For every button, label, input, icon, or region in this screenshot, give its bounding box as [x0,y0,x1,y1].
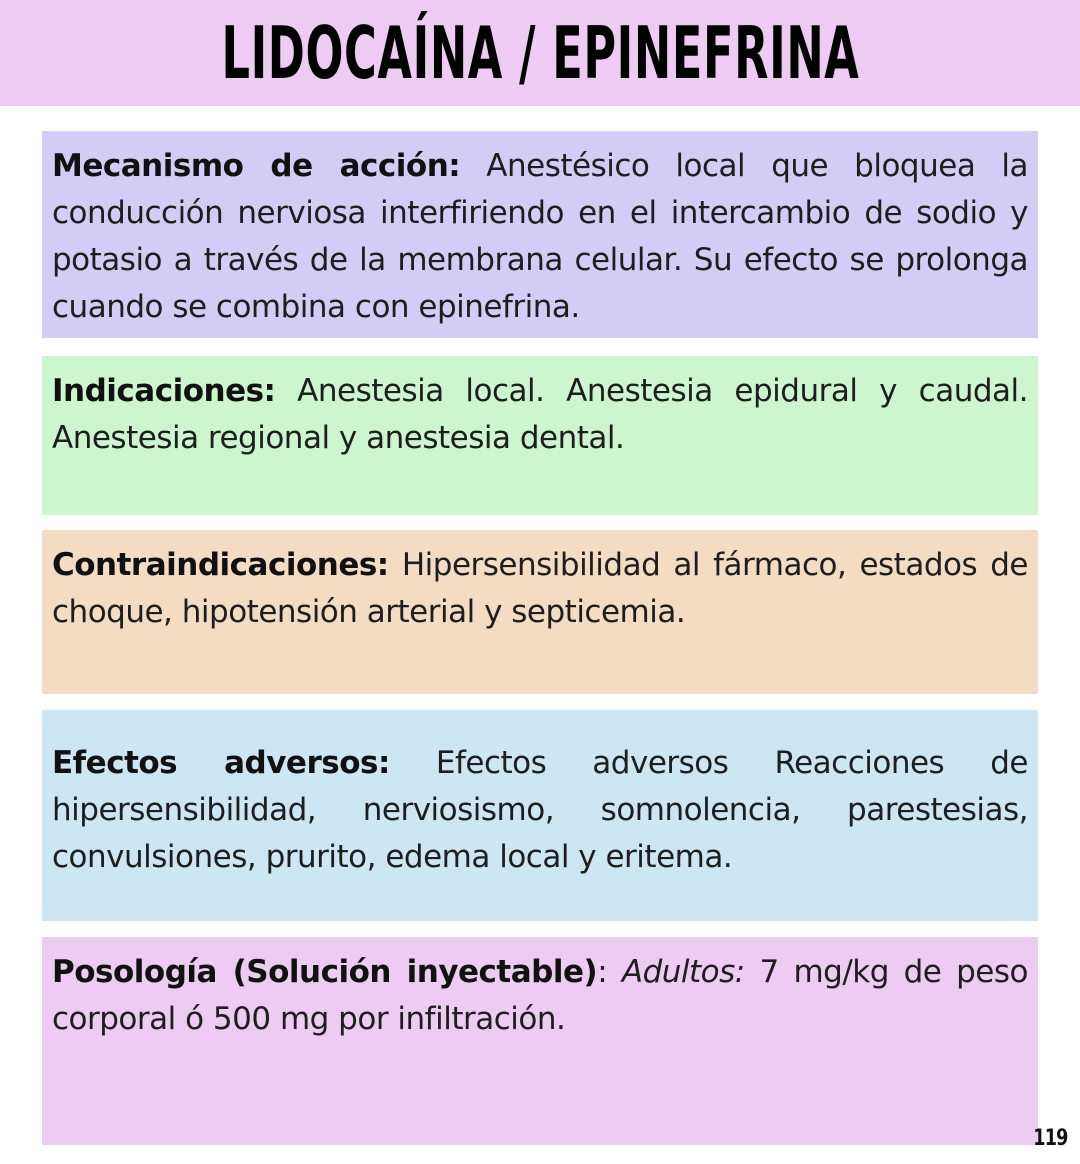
section-body [52,949,1028,1043]
section-label: Indicaciones: [52,373,276,409]
section-text: 7 mg/kg de peso corporal ó 500 mg por infiltración. [52,954,1028,1037]
section-colon: : [597,954,622,990]
title-banner [0,0,1080,106]
section-italic-label: Adultos: [621,954,745,990]
section-body [52,740,1028,881]
section-text: Hipersensibilidad al fármaco, estados de choque, hipotensión arterial y septicemia. [52,547,1028,630]
section-text: Efectos adversos Reacciones de hipersensibilidad, nerviosismo, somnolencia, parestesias, convulsiones, prurito, edema local y eritema. [52,745,1028,875]
page-number: 119 [1033,1126,1068,1151]
section-mecanismo [42,131,1038,338]
section-text: Anestesia local. Anestesia epidural y caudal. Anestesia regional y anestesia dental. [52,373,1028,456]
section-body [52,542,1028,636]
section-label: Efectos adversos: [52,745,390,781]
section-label: Mecanismo de acción: [52,148,461,184]
section-indicaciones [42,356,1038,515]
section-posologia [42,937,1038,1145]
section-body [52,143,1028,331]
section-label: Posología (Solución inyectable) [52,954,598,990]
section-label: Contraindicaciones: [52,547,389,583]
section-contraindicaciones [42,530,1038,694]
section-body [52,368,1028,462]
page-title: LIDOCAÍNA / EPINEFRINA [221,11,859,95]
section-text: Anestésico local que bloquea la conducción nerviosa interfiriendo en el intercambio de sodio y potasio a través de la membrana celular. Su efecto se prolonga cuando se combina con epinefrina. [52,148,1028,325]
section-efectos-adversos [42,710,1038,921]
